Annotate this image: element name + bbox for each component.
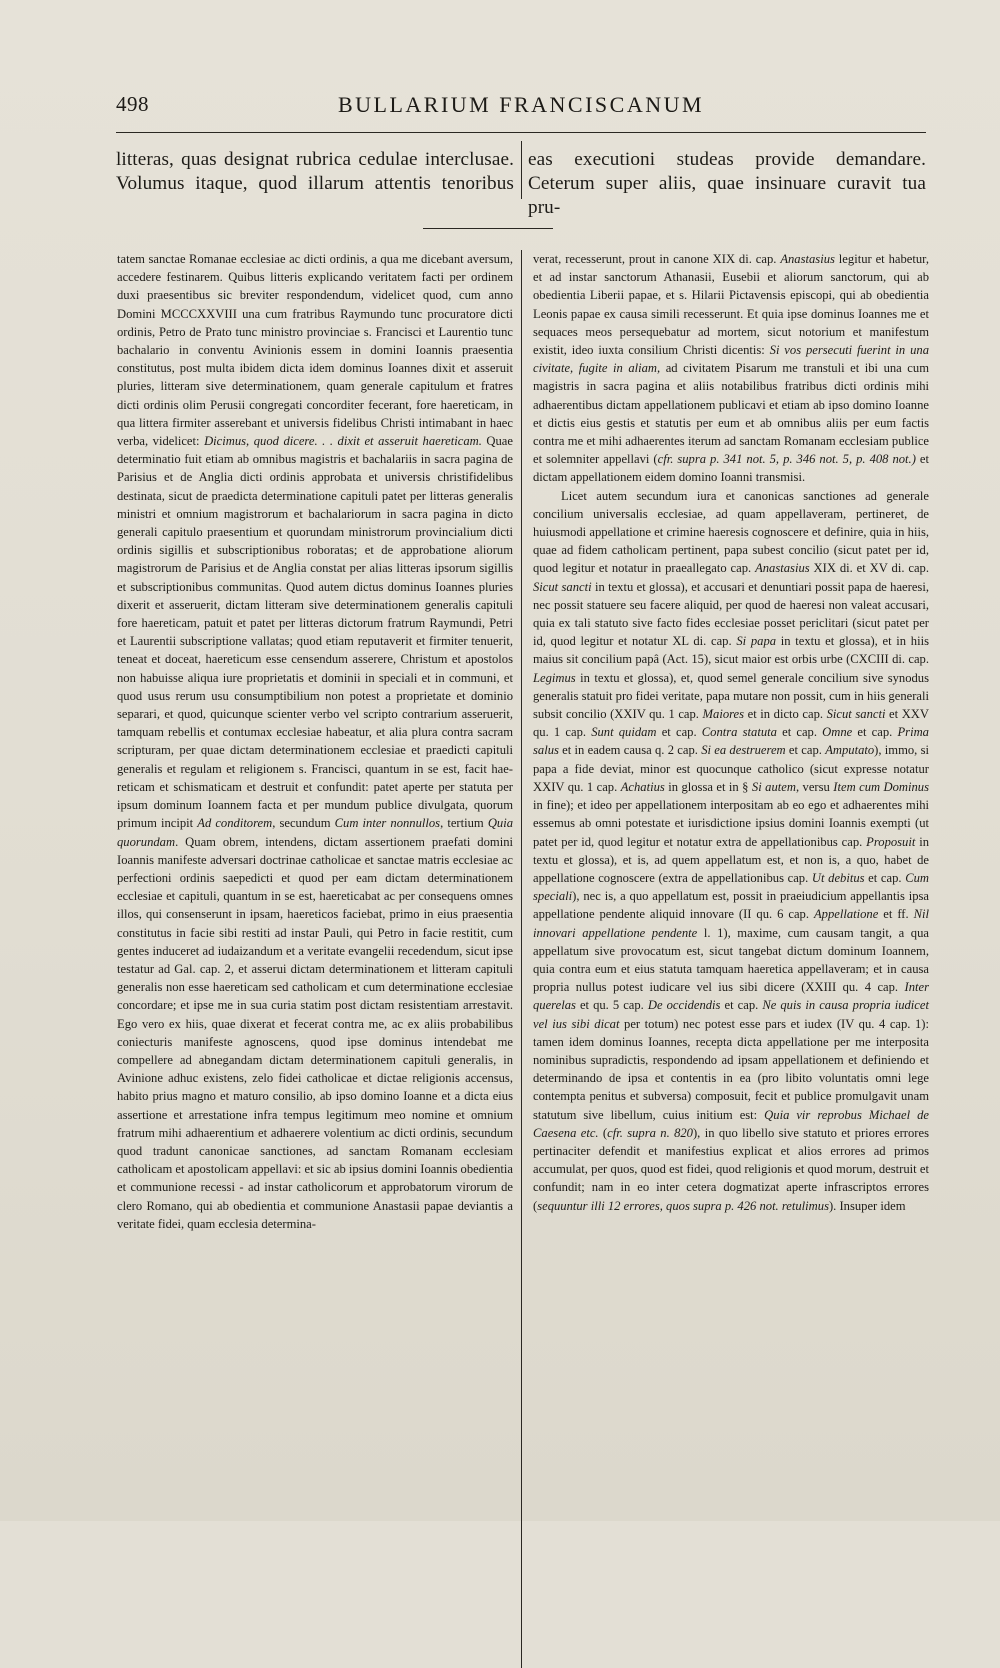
column-divider xyxy=(521,250,522,1668)
main-text-right: eas executioni studeas provide demandare. Ceterum super aliis, quae insinuare curavit tua pru- xyxy=(528,149,926,218)
main-text-left: litteras, quas designat rubrica cedulae interclusae. Volumus itaque, quod illarum attentis tenoribus xyxy=(116,149,514,194)
page-header xyxy=(116,92,926,124)
note-column-left xyxy=(117,250,513,1233)
note-paragraph: verat, recesserunt, prout in canone XIX di. cap. Anastasius legitur et habetur, et ad instar sanctorum Athanasii, Eusebii et aliorum sanctorum, qui ab obedientia Liberii papae, et s. Hilarii Pictavensis episcopi, qui ab obedientia Leonis papae ex causa simili recesserunt. Et quia ipse dominus Ioannes me et sequaces meos persequebatur ad mortem, sicut notorium et manifestum existit, ideo iuxta consilium Christi dicentis: Si vos persecuti fuerint in una civitate, fugite in aliam, ad civitatem Pisarum me transtuli et ibi una cum magistris in sacra pagina et aliis notabilibus fratribus dicti ordinis mihi adhaerentibus dictam appellationem publicavi et etiam ab ipso domino Ioanne et dictis eius gestis et statutis per eum et ab omnibus aliis per eum factis contra me et mihi adhaerentes iterum ad sanctam Romanam ecclesiam publice et solemniter appellavi (cfr. supra p. 341 not. 5, p. 346 not. 5, p. 408 not.) et dictam appellationem eidem domino Ioanni transmisi. xyxy=(533,252,929,485)
note-paragraph: Licet autem secundum iura et canonicas sanctiones ad generale concilium universalis ecclesiae, ad quam appellaveram, pertineret, de huiusmodi appellatione et crimine haeresis cognoscere et definire, quia in hiis, quae ad fidem catholicam pertinent, papa subest concilio (sicut patet per id, quod legitur et notatur in praeallegato cap. Anastasius XIX di. et XV di. cap. Sicut sancti in textu et glossa), et accusari et denuntiari possit papa de haeresi, nec possit statuere seu facere aliquid, per quod de haeresi non valeat accusari, quia ex tali statuto sive facto fides ecclesiae posset periclitari (sicut patet per id, quod legitur et notatur XL di. cap. Si papa in textu et glossa), et in hiis maius sit concilium papâ (Act. 15), sicut maior est orbis urbe (CXCIII di. cap. Legimus in textu et glossa), et, quod semel generale concilium sive synodus generalis statuit pro fidei veritate, papa mutare non possit, cum in hiis generali subsit concilio (XXIV qu. 1 cap. Maiores et in dicto cap. Sicut sancti et XXV qu. 1 cap. Sunt quidam et cap. Contra statuta et cap. Omne et cap. Prima salus et in eadem causa q. 2 cap. Si ea destruerem et cap. Amputato), immo, si papa a fide deviat, minor est quocunque catholico (sicut expresse notatur XXIV qu. 1 cap. Achatius in glossa et in § Si autem, versu Item cum Dominus in fine); et ideo per appellationem interpositam ab eo ego et adhaerentes mihi essemus ab omni potestate et iurisdictione ipsius domini Ioannis exempti (ut patet per id, quod legitur et notatur extra de appellationibus cap. Proposuit in textu et glossa), et is, ad quem appellatum est, et non is, a quo, habet de appellatione cognoscere (extra de appellationibus cap. Ut debitus et cap. Cum speciali), nec is, a quo appellatum est, possit in praeiudicium appellantis ipsa appellatione pendente aliquid innovare (II qu. 6 cap. Appellatione et ff. Nil innovari appellatione pendente l. 1), maxime, cum causam tangit, a qua appellatum sive provocatum est, sicut tangebat dictum dominum Ioannem, quia contra eum et eius statuta tamquam haeretica appellaveram; et in causa propria nullus potest iudicare vel ius sibi dicere (XXIII qu. 4 cap. Inter querelas et qu. 5 cap. De occidendis et cap. Ne quis in causa propria iudicet vel ius sibi dicat per totum) nec potest esse pars et iudex (IV qu. 4 cap. 1): tamen idem dominus Ioannes, recepta dicta appellatione per me interposita nominibus supradictis, respondendo ad ipsam appellationem et definiendo et determinando de ipsa et contentis in ea (pro libito voluntatis omni lege contempta penitus et subversa) composuit, fecit et publice promulgavit unam statutum sive libellum, cuius initium est: Quia vir reprobus Michael de Caesena etc. (cfr. supra n. 820), in quo libello sive statuto et priores errores pertinaciter defendit et manifestius explicat et alios errores ad primos accumulat, per quos, quod est fidei, quod religionis et quod morum, destruit et confundit; nam in eo inter cetera dogmatizat aperte infrascriptos errores (sequuntur illi 12 errores, quos supra p. 426 not. retulimus). Insuper idem xyxy=(533,488,930,1213)
note-paragraph: tatem sanctae Romanae ecclesiae ac dicti ordinis, a qua me dicebant aversum, accedere festinarem. Quibus litteris explicando veritatem facti per ordinem duxi praesentibus sic breviter respondendum, videlicet quod, cum anno Domini MCCCXXVIII una cum fratribus Raymundo tunc procuratore dicti ordinis, Petro de Prato tunc ministro provinciae s. Francisci et Laurentio tunc bachalario in conventu Avinionis essem in domini Ioannis praesentia constitutus, post multa ibidem dicta idem dominus Ioannes dixit et asseruit pluries, litteram sive determinationem, quam generale capitulum et fratres dicti ordinis olim Perusii congregati concorditer fecerant, fore haereticam, in qua littera firmiter asserebant et universis fidelibus Christi intimabant in haec verba, videlicet: Dicimus, quod dicere. . . dixit et asseruit haereticam. Quae determinatio fuit etiam ab omnibus magistris et bachalariis in sacra pagina de Parisius et de Anglia dicti ordinis approbata et universis christifidelibus destinata, sicut de praedicta determinatione capituli patet per litteras generalis ministri et omnium magistrorum et bachalariorum in sacra pagina in dicto generali capitulo praesentium et quorundam ministrorum provincialium dicti ordinis sigillis et subscriptionibus roboratas; et de approbatione aliorum magistrorum de Parisius et de Anglia constat per alias litteras ipsorum sigillis et subscriptionibus communitas. Quod autem dictus dominus Ioannes pluries dixerit et asseruerit, dictam litteram sive determinationem generalis capituli fore haereticam, patuit et patet per litteras dictorum fratrum Raymundi, Petri et Laurentii subscriptione vallatas; quod etiam reputaverit et firmiter tenuerit, teneat et doceat, haereticum esse censendum asserere, Christum et apostolos non habuisse aliqua iure proprietatis et dominii in speciali et in communi, et quod usus rerum usu consumptibilium non potest a proprietate et dominio separari, et quod, quicunque scienter verbo vel scripto contrarium asseruerit, tamquam rebellis et contumax ecclesiae habeatur, et alia plura contra sacram scripturam, per quae dictam determinationem ecclesiae et praedicti capituli generalis et regulam et religionem s. Francisci, quantum in se est, facit haereticam et schismaticam et destruit et confundit: patet aperte per statuta per ipsum dominum Ioannem facta et per mundum publice divulgata, quorum primum incipit Ad conditorem, secundum Cum inter nonnullos, tertium Quia quorundam. Quam obrem, intendens, dictam assertionem praefati domini Ioannis manifeste adversari doctrinae catholicae et sanctae matris ecclesiae ac perfectioni ordinis saepedicti et quod per eam dictam determinationem ecclesiae et capituli, quantum in se est, haereticabat ac per consequens omnes illos, qui consenserunt in ipsam, haereticos faciebat, primo in eius praesentia constitutus in facie sibi restiti ad instar Pauli, qui Petro in facie restitit, cum gentes induceret ad iudaizandum et a veritate evangelii recedendum, sicut ipse testatur ad Gal. cap. 2, et asserui dictam determinationem et litteram capituli generalis non esse haereticam sed catholicam et cum determinatione ecclesiae concordare; et ipse me in sua curia statim post dictam resistentiam arrestavit. Ego vero ex hiis, quae dixerat et fecerat contra me, ac ex aliis probabilibus coniecturis manifeste agnoscens, quod ipse dominus intendebat me compellere ad abnegandam dictam determinationem capituli generalis, in Avinione adhuc existens, zelo fidei catholicae et dictae religionis accensus, habito prius magno et maturo consilio, ab ipso domino Ioanne et a dicta eius assertione et arrestatione infra tempus legitimum meo nomine et omnium fratrum mihi adhaerentium et adhaerere volentium ac dicti ordinis, secundum quod tradunt canonicae sanctiones, ad sanctam Romanam ecclesiam catholicam et apostolicam appellavi: et sic ab ipsius domini Ioannis obedientia et communione recessi - ad instar catholicorum et approbatorum virorum de clero Romano, qui ab obedientia et communione Anastasii papae deviantis a veritate fidei, quam ecclesia determina- xyxy=(117,252,513,1231)
note-column-right xyxy=(533,250,929,1215)
page-number: 498 xyxy=(116,92,149,116)
running-title: BULLARIUM FRANCISCANUM xyxy=(337,92,705,117)
footnote-separator xyxy=(423,228,553,229)
column-divider-top xyxy=(521,141,522,199)
header-rule xyxy=(116,132,926,133)
